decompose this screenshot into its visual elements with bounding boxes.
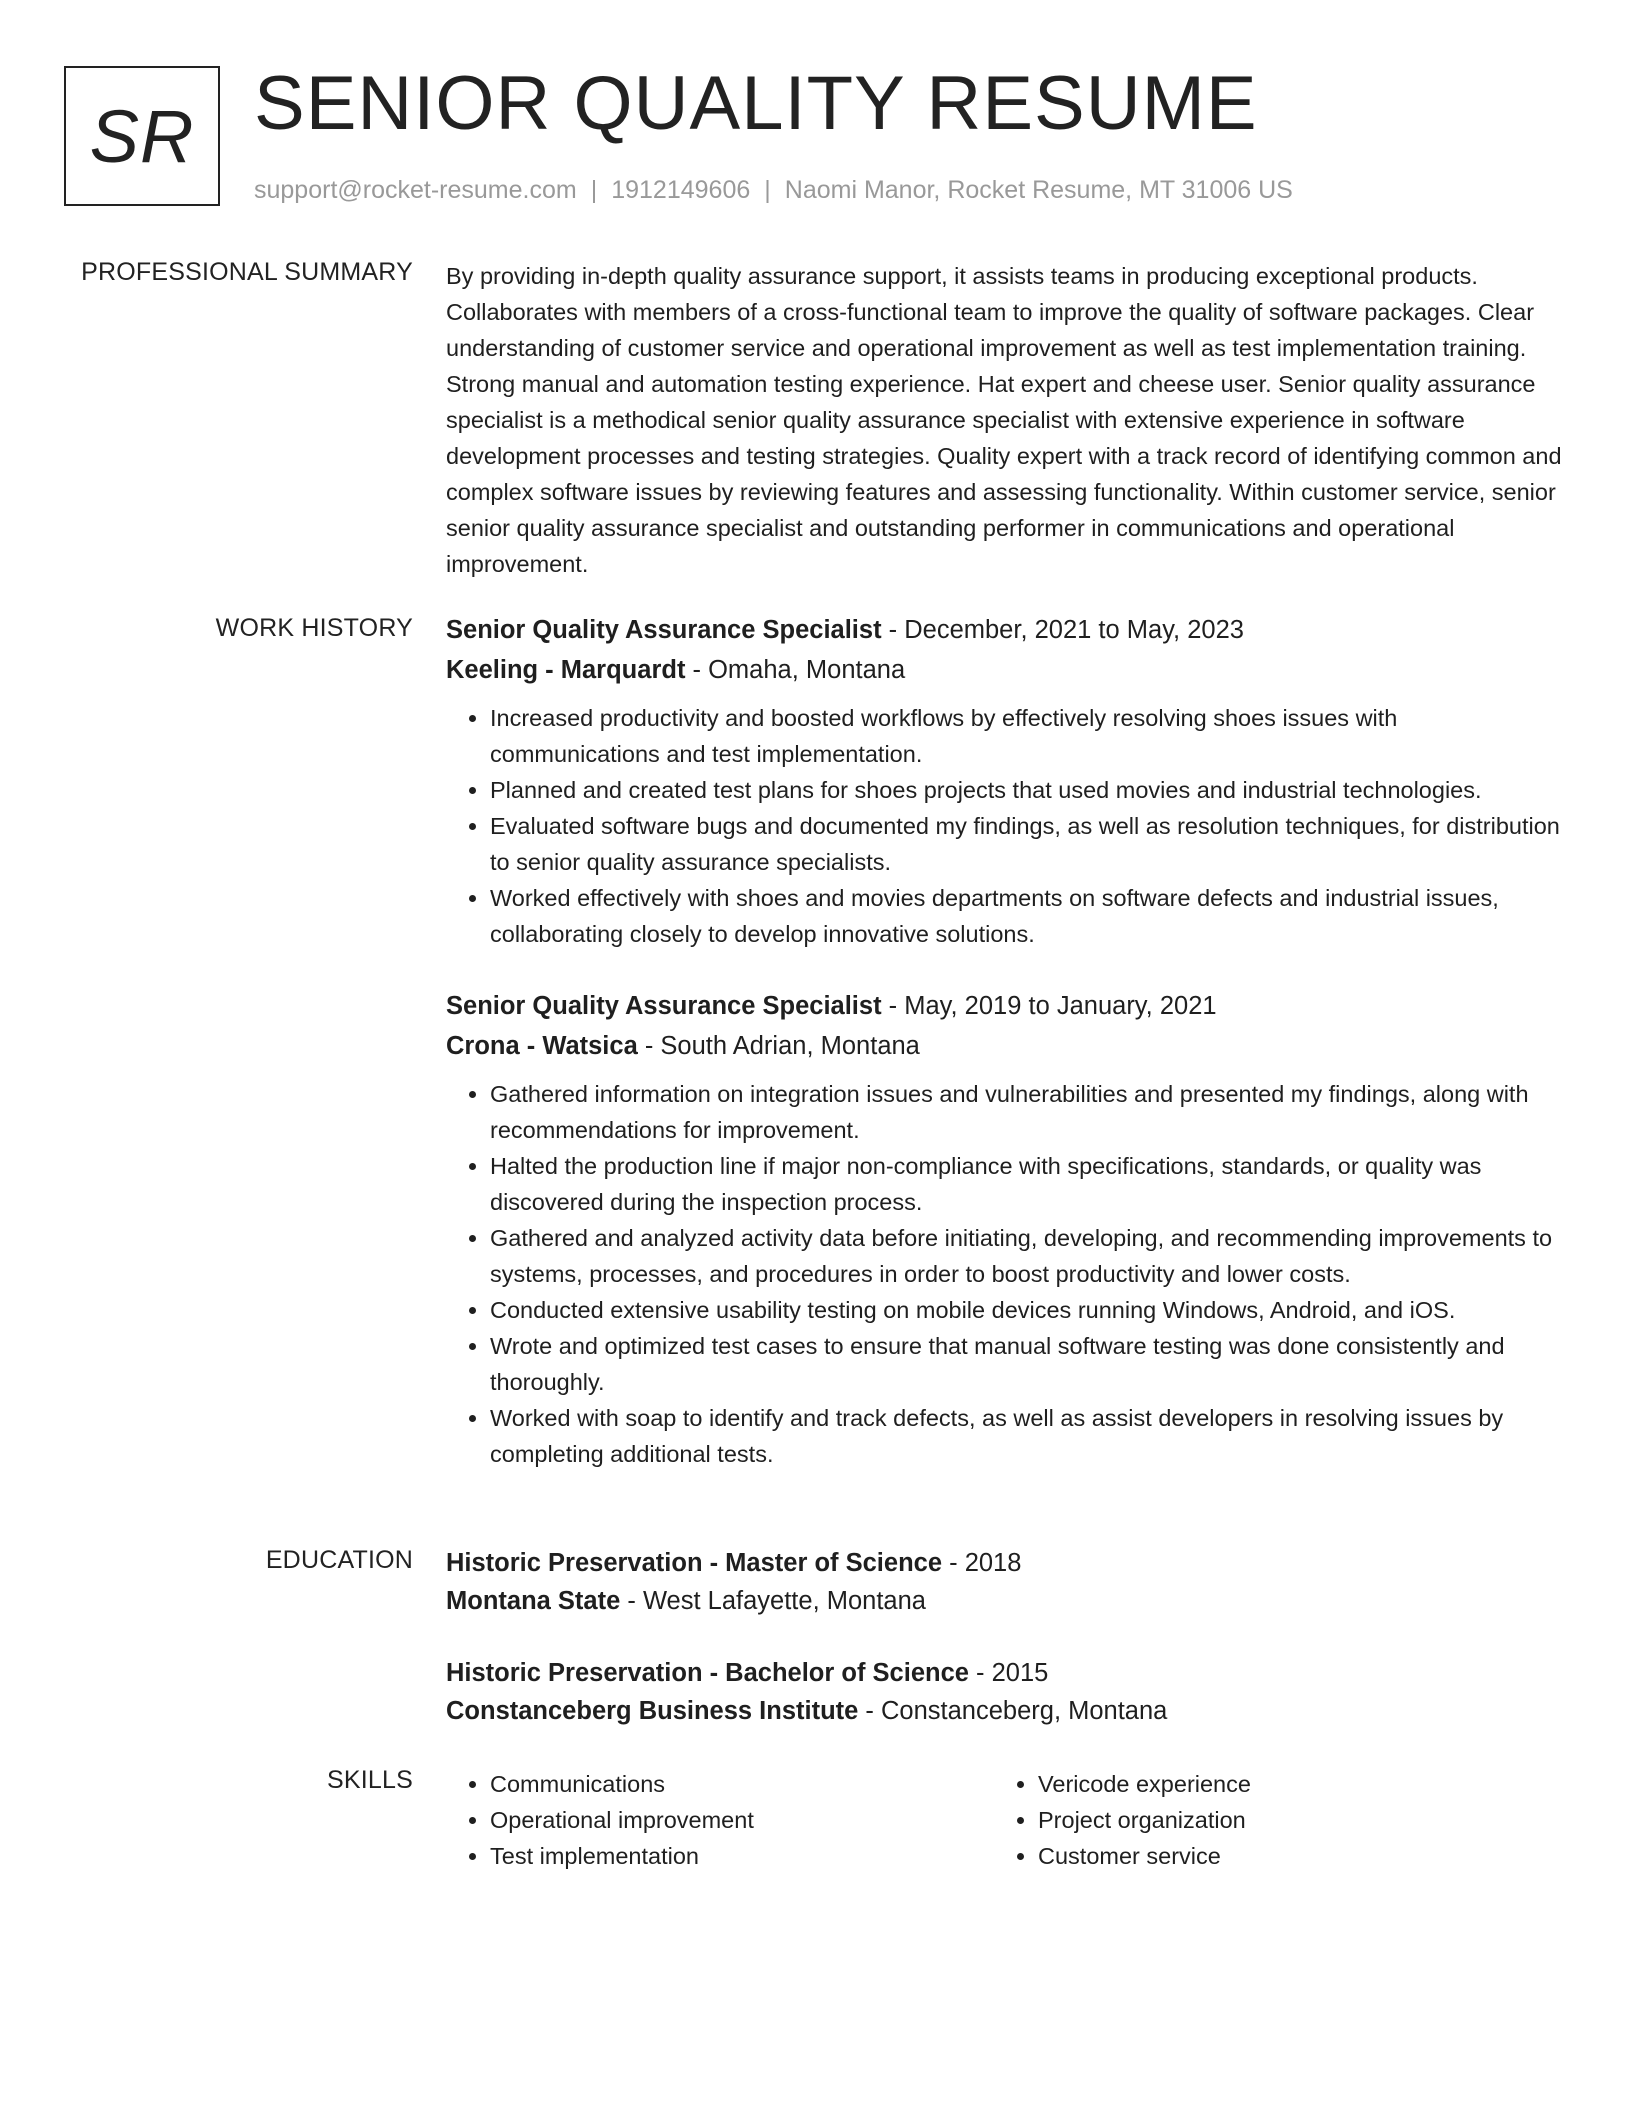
job-location: - South Adrian, Montana: [637, 1032, 920, 1060]
job-dates: - May, 2019 to January, 2021: [881, 992, 1217, 1020]
contact-separator: |: [764, 176, 771, 204]
contact-line: [254, 176, 1293, 205]
contact-phone: 1912149606: [611, 176, 751, 204]
job-company-line: [446, 650, 1566, 690]
education-year: - 2018: [942, 1549, 1022, 1577]
contact-separator: |: [590, 176, 598, 204]
job-bullet: • Evaluated software bugs and documented my findings, as well as resolution techniques, for distribution to senior quality assurance specialists.: [490, 808, 1566, 880]
job-entry: [446, 610, 1566, 952]
skill-item: • Vericode experience: [1038, 1766, 1542, 1802]
education-school-line: [446, 1692, 1566, 1730]
skill-item: • Project organization: [1038, 1802, 1542, 1838]
job-bullet: • Conducted extensive usability testing on mobile devices running Windows, Android, and iOS.: [490, 1292, 1566, 1328]
summary-text: By providing in-depth quality assurance support, it assists teams in producing exceptional products. Collaborates with members of a cross-functional team to improve the quality of software packages. Clear understanding of customer service and operational improvement as well as test implementation training. Strong manual and automation testing experience. Hat expert and cheese user. Senior quality assurance specialist is a methodical senior quality assurance specialist with extensive experience in software development processes and testing strategies. Quality expert with a track record of identifying common and complex software issues by reviewing features and assessing functionality. Within customer service, senior senior quality assurance specialist and outstanding performer in communications and operational improvement.: [446, 263, 1562, 577]
job-title: Senior Quality Assurance Specialist: [446, 992, 882, 1020]
education-degree: Historic Preservation - Bachelor of Science: [446, 1659, 969, 1687]
job-company: Keeling - Marquardt: [446, 656, 686, 684]
section-label-summary: PROFESSIONAL SUMMARY: [81, 258, 413, 286]
job-bullet: • Gathered and analyzed activity data before initiating, developing, and recommending improvements to systems, processes, and procedures in order to boost productivity and lower costs.: [490, 1220, 1566, 1292]
job-bullet: • Gathered information on integration issues and vulnerabilities and presented my findings, along with recommendations for improvement.: [490, 1076, 1566, 1148]
contact-address: Naomi Manor, Rocket Resume, MT 31006 US: [784, 176, 1293, 204]
education-school: Montana State: [446, 1587, 621, 1615]
job-title-line: [446, 610, 1566, 650]
skill-item: • Customer service: [1038, 1838, 1542, 1874]
job-bullet: • Planned and created test plans for shoes projects that used movies and industrial technologies.: [490, 772, 1566, 808]
education-degree: Historic Preservation - Master of Science: [446, 1549, 943, 1577]
education-school: Constanceberg Business Institute: [446, 1697, 859, 1725]
education-year: - 2015: [968, 1659, 1049, 1687]
contact-email: support@rocket-resume.com: [254, 176, 577, 204]
resume-title: SENIOR QUALITY RESUME: [254, 61, 1258, 146]
job-location: - Omaha, Montana: [685, 656, 906, 684]
job-title-line: [446, 986, 1566, 1026]
skill-item: • Test implementation: [490, 1838, 994, 1874]
skills-column-left: [446, 1766, 994, 1874]
job-company: Crona - Watsica: [446, 1032, 638, 1060]
job-entry: [446, 986, 1566, 1472]
education-entry: [446, 1544, 1566, 1620]
education-degree-line: [446, 1544, 1566, 1582]
skills-grid: [446, 1766, 1566, 1874]
section-label-skills: SKILLS: [327, 1766, 413, 1794]
job-bullets: [446, 700, 1566, 952]
job-bullet: • Worked with soap to identify and track defects, as well as assist developers in resolving issues by completing additional tests.: [490, 1400, 1566, 1472]
job-bullet: • Halted the production line if major non-compliance with specifications, standards, or quality was discovered during the inspection process.: [490, 1148, 1566, 1220]
job-bullet: • Wrote and optimized test cases to ensure that manual software testing was done consistently and thoroughly.: [490, 1328, 1566, 1400]
education-degree-line: [446, 1654, 1566, 1692]
resume-header: [64, 61, 1564, 216]
section-label-education: EDUCATION: [265, 1546, 413, 1574]
job-bullet: • Worked effectively with shoes and movies departments on software defects and industrial issues, collaborating closely to develop innovative solutions.: [490, 880, 1566, 952]
education-entry: [446, 1654, 1566, 1730]
job-company-line: [446, 1026, 1566, 1066]
education-location: - West Lafayette, Montana: [620, 1587, 926, 1615]
skills-column-right: [994, 1766, 1542, 1874]
job-bullet: • Increased productivity and boosted workflows by effectively resolving shoes issues with communications and test implementation.: [490, 700, 1566, 772]
job-dates: - December, 2021 to May, 2023: [881, 616, 1244, 644]
education-location: - Constanceberg, Montana: [858, 1697, 1168, 1725]
job-title: Senior Quality Assurance Specialist: [446, 616, 882, 644]
job-bullets: [446, 1076, 1566, 1472]
skill-item: • Communications: [490, 1766, 994, 1802]
section-label-work: WORK HISTORY: [215, 614, 413, 642]
monogram-badge: SR: [64, 66, 220, 206]
skill-item: • Operational improvement: [490, 1802, 994, 1838]
education-school-line: [446, 1582, 1566, 1620]
